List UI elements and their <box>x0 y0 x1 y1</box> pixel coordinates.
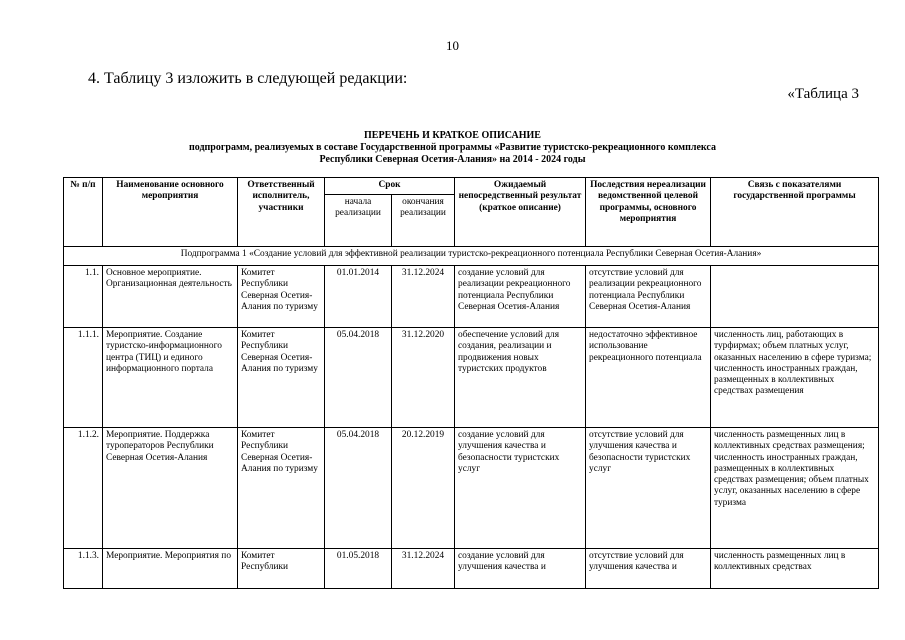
header-start: начала реализации <box>325 195 392 247</box>
header-num: № п/п <box>64 178 103 247</box>
table-heading-subtitle: подпрограмм, реализуемых в составе Государственной программы «Развитие туристско-рекреационного комплекса <box>189 142 716 153</box>
row-num: 1.1. <box>64 266 103 328</box>
row-start: 05.04.2018 <box>325 328 392 428</box>
subprogram-title: Подпрограмма 1 «Создание условий для эффективной реализации туристско-рекреационного потенциала Республики Северная Осетия-Алания» <box>64 247 879 266</box>
row-link: численность размещенных лиц в коллективных средствах <box>711 549 879 589</box>
row-end: 31.12.2020 <box>392 328 455 428</box>
header-term: Срок <box>325 178 455 195</box>
instruction-text: 4. Таблицу 3 изложить в следующей редакции: <box>88 70 408 87</box>
row-result: создание условий для реализации рекреационного потенциала Республики Северная Осетия-Алания <box>455 266 586 328</box>
row-name: Основное мероприятие. Организационная деятельность <box>103 266 238 328</box>
table-label: «Таблица 3 <box>787 86 859 102</box>
row-consequences: отсутствие условий для улучшения качества и безопасности туристских услуг <box>586 428 711 549</box>
row-responsible: Комитет Республики Северная Осетия-Алания по туризму <box>238 266 325 328</box>
table-row <box>64 428 879 549</box>
header-consequences: Последствия нереализации ведомственной целевой программы, основного мероприятия <box>586 178 711 247</box>
row-num: 1.1.3. <box>64 549 103 589</box>
row-consequences: недостаточно эффективное использование рекреационного потенциала <box>586 328 711 428</box>
table-heading-subtitle-2: Республики Северная Осетия-Алания» на 2014 - 2024 годы <box>319 154 586 165</box>
row-start: 05.04.2018 <box>325 428 392 549</box>
subprogram-table <box>63 177 879 589</box>
row-responsible: Комитет Республики Северная Осетия-Алания по туризму <box>238 428 325 549</box>
row-result: создание условий для улучшения качества и <box>455 549 586 589</box>
row-end: 31.12.2024 <box>392 549 455 589</box>
header-end: окончания реализации <box>392 195 455 247</box>
row-num: 1.1.2. <box>64 428 103 549</box>
table-row <box>64 549 879 589</box>
row-responsible: Комитет Республики <box>238 549 325 589</box>
header-name: Наименование основного мероприятия <box>103 178 238 247</box>
row-name: Мероприятие. Создание туристско-информационного центра (ТИЦ) и единого информационного портала <box>103 328 238 428</box>
row-link: численность размещенных лиц в коллективных средствах размещения; численность иностранных граждан, размещенных в коллективных средствах размещения; объем платных услуг, оказанных населению в сфере туризма <box>711 428 879 549</box>
row-consequences: отсутствие условий для реализации рекреационного потенциала Республики Северная Осетия-Алания <box>586 266 711 328</box>
row-link: численность лиц, работающих в турфирмах; объем платных услуг, оказанных населению в сфере туризма; численность иностранных граждан, размещенных в коллективных средствах размещения <box>711 328 879 428</box>
row-end: 31.12.2024 <box>392 266 455 328</box>
table-heading-title: ПЕРЕЧЕНЬ И КРАТКОЕ ОПИСАНИЕ <box>364 130 541 141</box>
header-responsible: Ответственный исполнитель, участники <box>238 178 325 247</box>
row-responsible: Комитет Республики Северная Осетия-Алания по туризму <box>238 328 325 428</box>
row-result: создание условий для улучшения качества и безопасности туристских услуг <box>455 428 586 549</box>
row-end: 20.12.2019 <box>392 428 455 549</box>
table-row <box>64 266 879 328</box>
row-consequences: отсутствие условий для улучшения качества и <box>586 549 711 589</box>
page-number: 10 <box>446 38 459 53</box>
header-result: Ожидаемый непосредственный результат (краткое описание) <box>455 178 586 247</box>
row-name: Мероприятие. Поддержка туроператоров Республики Северная Осетия-Алания <box>103 428 238 549</box>
row-result: обеспечение условий для создания, реализации и продвижения новых туристских продуктов <box>455 328 586 428</box>
table-row <box>64 328 879 428</box>
row-start: 01.05.2018 <box>325 549 392 589</box>
row-name: Мероприятие. Мероприятия по <box>103 549 238 589</box>
header-link: Связь с показателями государственной программы <box>711 178 879 247</box>
row-link <box>711 266 879 328</box>
row-num: 1.1.1. <box>64 328 103 428</box>
row-start: 01.01.2014 <box>325 266 392 328</box>
